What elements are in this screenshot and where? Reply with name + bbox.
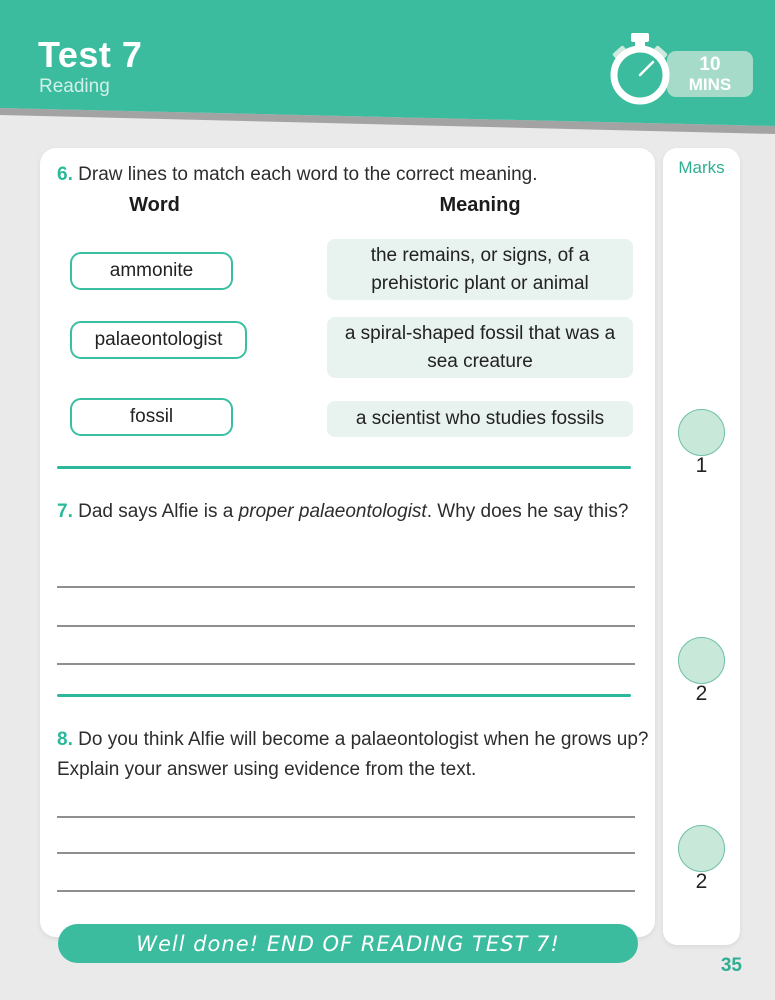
mark-value-q7: 2 xyxy=(695,682,708,705)
meaning-box-3[interactable]: a scientist who studies fossils xyxy=(327,401,633,437)
word-box-palaeontologist[interactable]: palaeontologist xyxy=(70,321,247,359)
marks-panel xyxy=(663,148,740,945)
answer-line-q7-1[interactable] xyxy=(57,586,635,588)
answer-line-q7-3[interactable] xyxy=(57,663,635,665)
page-number: 35 xyxy=(720,955,742,976)
word-column-header: Word xyxy=(129,194,180,216)
meaning-box-1[interactable]: the remains, or signs, of a prehistoric plant or animal xyxy=(327,239,633,300)
question-6-text: Draw lines to match each word to the correct meaning. xyxy=(78,164,538,185)
end-of-test-banner: Well done! END OF READING TEST 7! xyxy=(58,924,638,963)
answer-line-q8-3[interactable] xyxy=(57,890,635,892)
question-7-prompt xyxy=(57,497,649,527)
mark-circle-q7 xyxy=(678,637,725,684)
mark-value-q6: 1 xyxy=(695,454,708,477)
worksheet-card xyxy=(40,148,655,937)
section-divider xyxy=(57,466,631,469)
timer-unit: MINS xyxy=(688,75,732,94)
mark-circle-q6 xyxy=(678,409,725,456)
timer-stopwatch-icon xyxy=(595,25,765,115)
answer-line-q8-2[interactable] xyxy=(57,852,635,854)
question-8-prompt xyxy=(57,725,652,785)
question-7-text-italic: proper palaeontologist xyxy=(238,501,427,522)
question-6-prompt xyxy=(57,160,647,190)
word-box-fossil[interactable]: fossil xyxy=(70,398,233,436)
question-6-number: 6. xyxy=(57,164,73,185)
meaning-box-2[interactable]: a spiral-shaped fossil that was a sea creature xyxy=(327,317,633,378)
page-title: Test 7 xyxy=(38,34,143,75)
question-7-text-start: Dad says Alfie is a xyxy=(78,501,239,522)
word-box-ammonite[interactable]: ammonite xyxy=(70,252,233,290)
page-subtitle: Reading xyxy=(39,76,110,97)
meaning-column-header: Meaning xyxy=(439,194,521,216)
question-7-number: 7. xyxy=(57,501,73,522)
answer-line-q8-1[interactable] xyxy=(57,816,635,818)
mark-value-q8: 2 xyxy=(695,870,708,893)
section-divider xyxy=(57,694,631,697)
mark-circle-q8 xyxy=(678,825,725,872)
question-7-text-end: . Why does he say this? xyxy=(426,501,629,522)
timer-duration: 10 xyxy=(699,54,721,75)
marks-label: Marks xyxy=(678,158,725,177)
question-8-text: Do you think Alfie will become a palaeontologist when he grows up? Explain your answer using evidence from the text. xyxy=(57,729,649,780)
question-8-number: 8. xyxy=(57,729,73,750)
answer-line-q7-2[interactable] xyxy=(57,625,635,627)
